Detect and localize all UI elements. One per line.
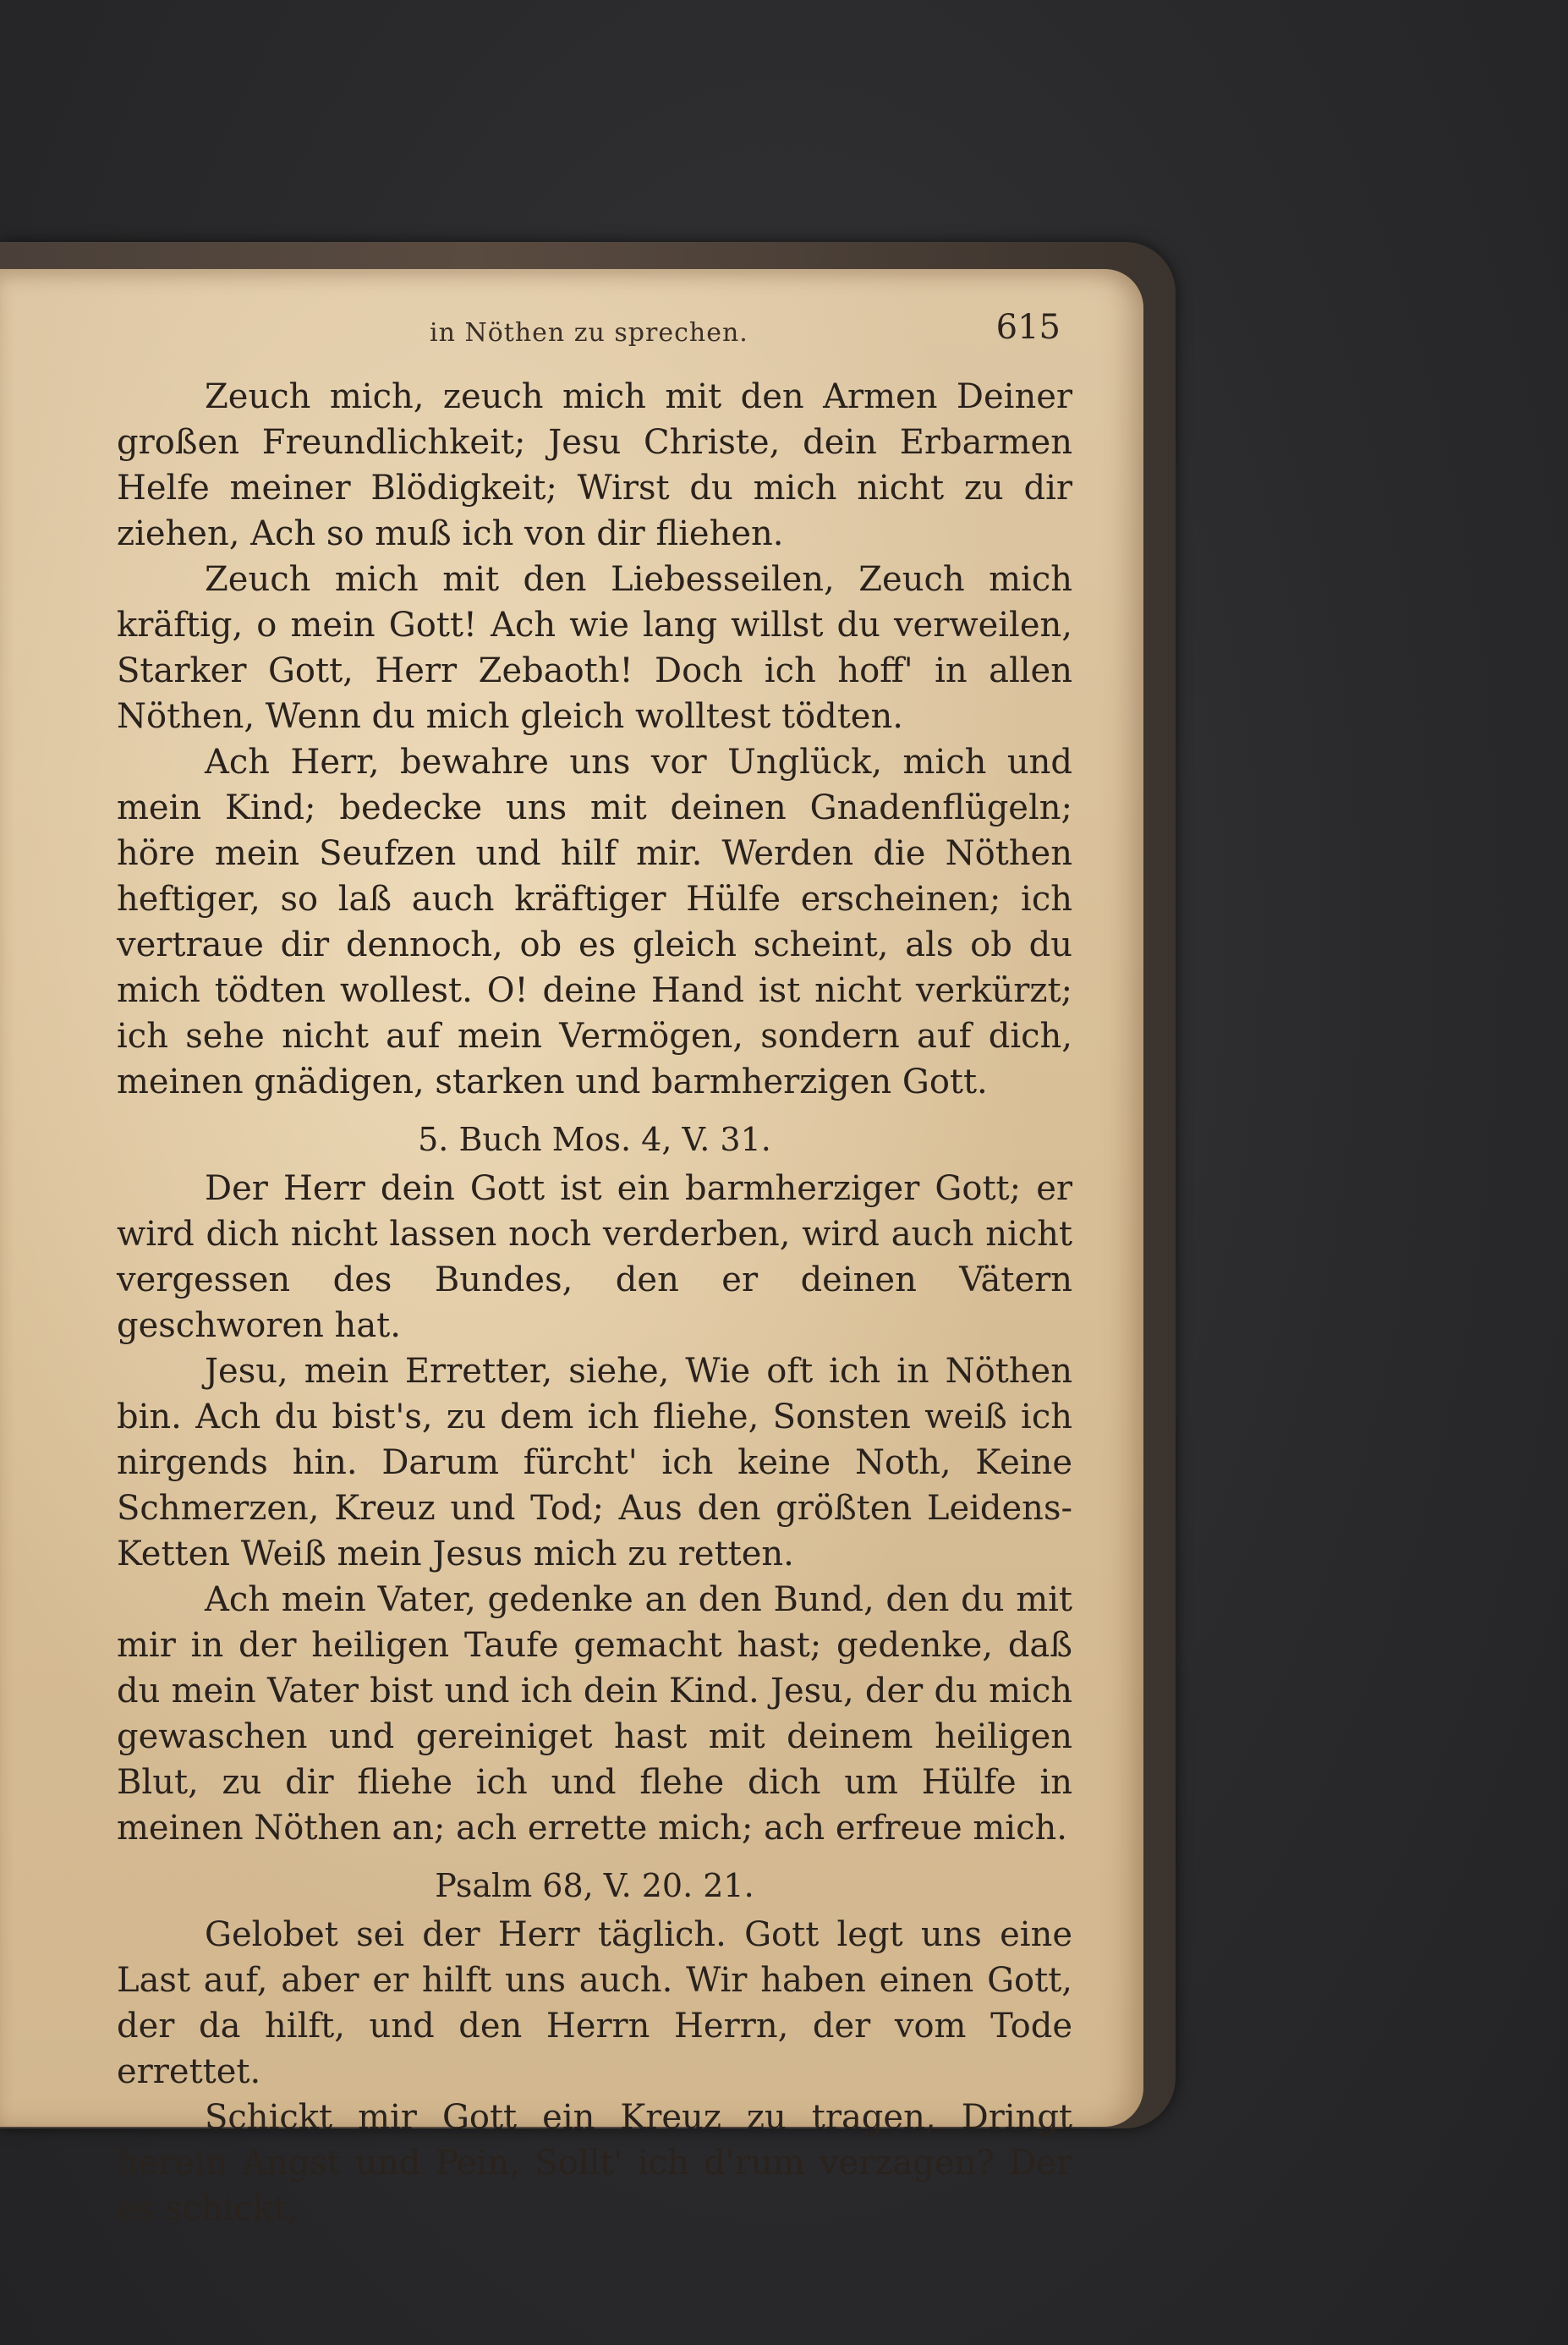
paragraph: Schickt mir Gott ein Kreuz zu tragen, Dringt herein Angst und Pein, Sollt' ich d'rum verzagen? Der es schickt, <box>117 2098 1072 2228</box>
scripture-reference: 5. Buch Mos. 4, V. 31. <box>418 1121 771 1158</box>
paragraph: Gelobet sei der Herr täglich. Gott legt uns eine Last auf, aber er hilft uns auch. Wir haben einen Gott, der da hilft, und den Herrn Herrn, der vom Tode errettet. <box>117 1915 1072 2091</box>
paragraph: Ach mein Vater, gedenke an den Bund, den du mit mir in der heiligen Taufe gemacht hast; gedenke, daß du mein Vater bist und ich dein Kind. Jesu, der du mich gewaschen und gereiniget hast mit deinem heiligen Blut, zu dir fliehe ich und flehe dich um Hülfe in meinen Nöthen an; ach errette mich; ach erfreue mich. <box>117 1580 1072 1848</box>
paragraph: Ach Herr, bewahre uns vor Unglück, mich und mein Kind; bedecke uns mit deinen Gnadenflügeln; höre mein Seufzen und hilf mir. Werden die Nöthen heftiger, so laß auch kräftiger Hülfe erscheinen; ich vertraue dir dennoch, ob es gleich scheint, als ob du mich tödten wollest. O! deine Hand ist nicht verkürzt; ich sehe nicht auf mein Vermögen, sondern auf dich, meinen gnädigen, starken und barmherzigen Gott. <box>117 743 1072 1101</box>
paragraph: Zeuch mich mit den Liebesseilen, Zeuch mich kräftig, o mein Gott! Ach wie lang willst du verweilen, Starker Gott, Herr Zebaoth! Doch ich hoff' in allen Nöthen, Wenn du mich gleich wolltest tödten. <box>117 560 1072 736</box>
page-number: 615 <box>995 308 1061 347</box>
section-3 <box>117 1863 1072 2232</box>
paragraph: Zeuch mich, zeuch mich mit den Armen Deiner großen Freundlichkeit; Jesu Christe, dein Erbarmen Helfe meiner Blödigkeit; Wirst du mich nicht zu dir ziehen, Ach so muß ich von dir fliehen. <box>117 377 1072 553</box>
paragraph: Jesu, mein Erretter, siehe, Wie oft ich in Nöthen bin. Ach du bist's, zu dem ich fliehe, Sonsten weiß ich nirgends hin. Darum fürcht' ich keine Noth, Keine Schmerzen, Kreuz und Tod; Aus den größten Leidens-Ketten Weiß mein Jesus mich zu retten. <box>117 1352 1072 1573</box>
book-page <box>0 269 1143 2228</box>
page-content <box>117 303 1072 2232</box>
section-1 <box>117 374 1072 1105</box>
section-2 <box>117 1117 1072 1851</box>
running-title: in Nöthen zu sprechen. <box>430 318 748 348</box>
running-head <box>117 303 1072 362</box>
paragraph: Der Herr dein Gott ist ein barmherziger Gott; er wird dich nicht lassen noch verderben, wird auch nicht vergessen des Bundes, den er deinen Vätern geschworen hat. <box>117 1169 1072 1345</box>
scripture-reference: Psalm 68, V. 20. 21. <box>435 1867 754 1904</box>
